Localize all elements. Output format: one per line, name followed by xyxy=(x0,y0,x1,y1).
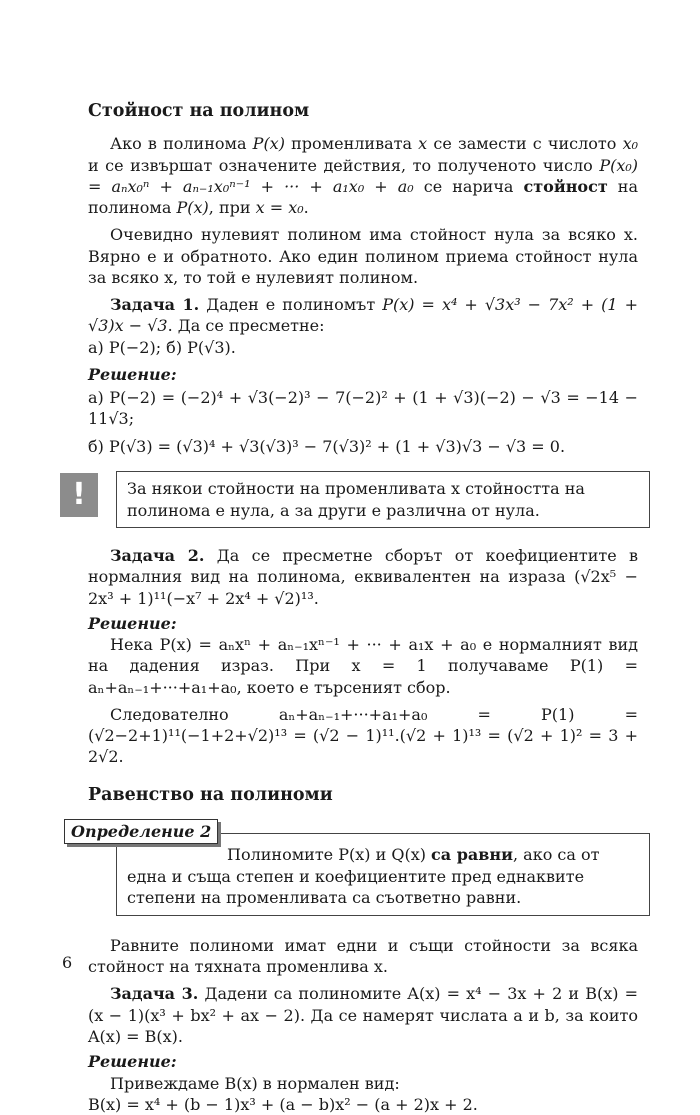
text: Ако в полинома xyxy=(110,134,253,154)
bold-term: стойност xyxy=(523,176,608,196)
definition-label: Определение 2 xyxy=(64,819,218,844)
task-label: Задача 3. xyxy=(110,984,199,1004)
section-title-polynomial-equality: Равенство на полиноми xyxy=(88,784,333,805)
task-label: Задача 2. xyxy=(110,545,205,565)
paragraph-value-definition xyxy=(88,133,638,218)
text: , при xyxy=(208,198,256,218)
task-2-solution-p1: Нека P(x) = aₙxⁿ + aₙ₋₁xⁿ⁻¹ + ··· + a₁x + a₀ е нормалният вид на дадения израз. При x = 1 получаваме P(1) = aₙ+aₙ₋₁+···+a₁+a₀, което е търсеният сбор. xyxy=(88,635,638,697)
task-3-solution-p2: B(x) = x⁴ + (b − 1)x³ + (a − b)x² − (a + 2)x + 2. xyxy=(88,1094,478,1114)
text: Даден е полиномът xyxy=(199,295,383,315)
task-1-statement xyxy=(88,294,638,337)
math: x = x₀ xyxy=(255,198,304,218)
math: P(x₀) = aₙx₀ⁿ + aₙ₋₁x₀ⁿ⁻¹ + ··· + a₁x₀ + a₀ xyxy=(88,155,638,196)
page-content xyxy=(71,100,639,1115)
text: Дадени са полиномите A(x) = x⁴ − 3x + 2 и B(x) = (x − 1)(x³ + bx² + ax − 2). Да се намерят числата a и b, за които A(x) = B(x). xyxy=(88,984,639,1046)
solution-label: Решение: xyxy=(88,364,177,384)
paragraph-zero-polynomial: Очевидно нулевият полином има стойност нула за всяко x. Вярно е и обратното. Ако един полином приема стойност нула за всяко x, то той е нулевият полином. xyxy=(88,225,638,287)
task-1-items: а) P(−2); б) P(√3). xyxy=(88,337,236,357)
math: P(x) = x⁴ + √3x³ − 7x² + (1 + √3)x − √3 xyxy=(88,295,638,336)
task-2-statement xyxy=(88,545,638,609)
solution-label: Решение: xyxy=(88,613,177,633)
paragraph-equal-polynomials: Равните полиноми имат едни и същи стойности за всяка стойност на тяхната променлива x. xyxy=(88,935,638,977)
text: Полиномите P(x) и Q(x) xyxy=(227,844,432,864)
section-title-polynomial-value: Стойност на полином xyxy=(88,101,310,121)
text: Да се пресметне сборът от коефициентите в нормалния вид на полинома, еквивалентен на израза (√2x⁵ − 2x³ + 1)¹¹(−x⁷ + 2x⁴ + √2)¹³. xyxy=(88,545,638,608)
math: P(x) xyxy=(176,198,209,218)
definition-block xyxy=(71,819,638,925)
task-3-solution-p1: Привеждаме B(x) в нормален вид: xyxy=(110,1073,400,1093)
text: се замести с числото xyxy=(427,134,623,154)
page-number: 6 xyxy=(62,953,73,972)
bold-term: са равни xyxy=(431,844,513,864)
text: . Да се пресметне: xyxy=(167,316,325,336)
text: на полинома xyxy=(88,176,639,218)
text: променливата xyxy=(284,134,419,154)
task-2-solution-p2: Следователно aₙ+aₙ₋₁+···+a₁+a₀ = P(1) = (√2−2+1)¹¹(−1+2+√2)¹³ = (√2 − 1)¹¹.(√2 + 1)¹³ = (√2 + 1)² = 3 + 2√2. xyxy=(88,704,638,767)
task-1-solution-a: а) P(−2) = (−2)⁴ + √3(−2)³ − 7(−2)² + (1 + √3)(−2) − √3 = −14 − 11√3; xyxy=(88,388,638,429)
exclamation-icon: ! xyxy=(60,473,98,517)
task-label: Задача 1. xyxy=(110,295,200,315)
task-1-solution-b: б) P(√3) = (√3)⁴ + √3(√3)³ − 7(√3)² + (1 + √3)√3 − √3 = 0. xyxy=(88,436,566,456)
text: и се извършат означените действия, то полученото число xyxy=(88,155,600,175)
task-3-statement xyxy=(88,983,638,1047)
note-box: За някои стойности на променливата x стойността на полинома е нула, а за други е различна от нула. xyxy=(116,471,650,528)
math: P(x) xyxy=(252,134,285,154)
math: x xyxy=(418,134,428,154)
text: се нарича xyxy=(413,176,524,196)
math: x₀ xyxy=(622,134,639,154)
solution-label: Решение: xyxy=(88,1052,177,1072)
note-callout xyxy=(72,471,638,531)
text: . xyxy=(303,198,309,218)
text: , ако са от една и съща степен и коефициентите пред еднаквите степени на променливата са съответно равни. xyxy=(127,844,600,908)
definition-box xyxy=(116,833,650,916)
